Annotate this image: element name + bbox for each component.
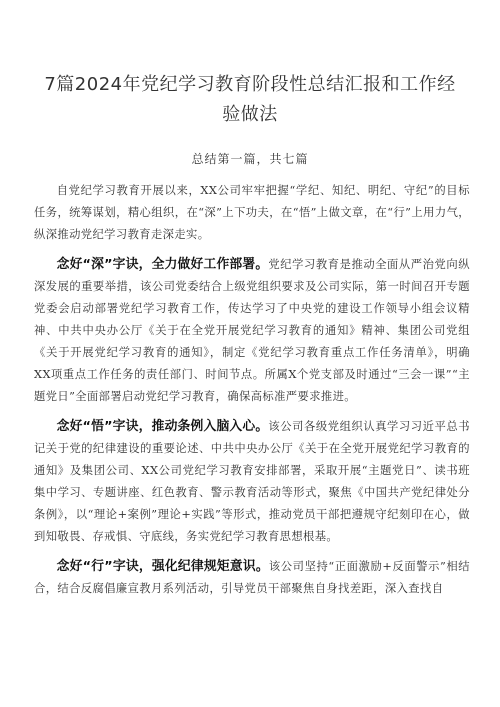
document-subtitle: 总结第一篇，共七篇 [191, 152, 309, 166]
section-paragraph-3 [34, 556, 470, 600]
section-text-2: 该公司各级党组织认真学习习近平总书记关于党的纪律建设的重要论述、中共中央办公厅《关于在全党开展党纪学习教育的通知》及集团公司、XX公司党纪学习教育安排部署，采取开展“主题党日”、读书班集中学习、专题讲座、红色教育、警示教育活动等形式，聚焦《中国共产党纪律处分条例》，以“理论+案例”理论+实践”等形式，推动党员干部把遵规守纪刻印在心，做到知敬畏、存戒惧、守底线，务实党纪学习教育思想根基。 [34, 420, 470, 543]
section-lead-2: 念好“悟”字诀，推动条例入脑入心。 [56, 419, 269, 434]
section-paragraph-2 [34, 416, 470, 548]
section-lead-1: 念好“深”字诀，全力做好工作部署。 [56, 257, 269, 272]
intro-paragraph: 自党纪学习教育开展以来，XX公司牢牢把握“学纪、知纪、明纪、守纪”的目标任务，统筹谋划，精心组织，在“深”上下功夫，在“悟”上做文章，在“行”上用力气，纵深推动党纪学习教育走深走实。 [34, 184, 470, 241]
document-title: 7篇2024年党纪学习教育阶段性总结汇报和工作经验做法 [44, 74, 456, 125]
section-lead-3: 念好“行”字诀，强化纪律规矩意识。 [56, 559, 269, 574]
document-body [34, 180, 470, 608]
section-paragraph-1 [34, 254, 470, 408]
section-text-3: 该公司坚持“正面激励+反面警示”相结合，结合反腐倡廉宣教月系列活动，引导党员干部聚焦自身找差距，深入查找自 [34, 560, 471, 595]
section-text-1: 党纪学习教育是推动全面从严治党向纵深发展的重要举措，该公司党委结合上级党组织要求及公司实际，第一时间召开专题党委会启动部署党纪学习教育工作，传达学习了中央党的建设工作领导小组会议精神、中共中央办公厅《关于在全党开展党纪学习教育的通知》精神、集团公司党组《关于开展党纪学习教育的通知》，制定《党纪学习教育重点工作任务清单》，明确XX项重点工作任务的责任部门、时间节点。所属X个党支部及时通过“三会一课”“主题党日”全面部署启动党纪学习教育，确保高标准严要求推进。 [34, 258, 470, 403]
